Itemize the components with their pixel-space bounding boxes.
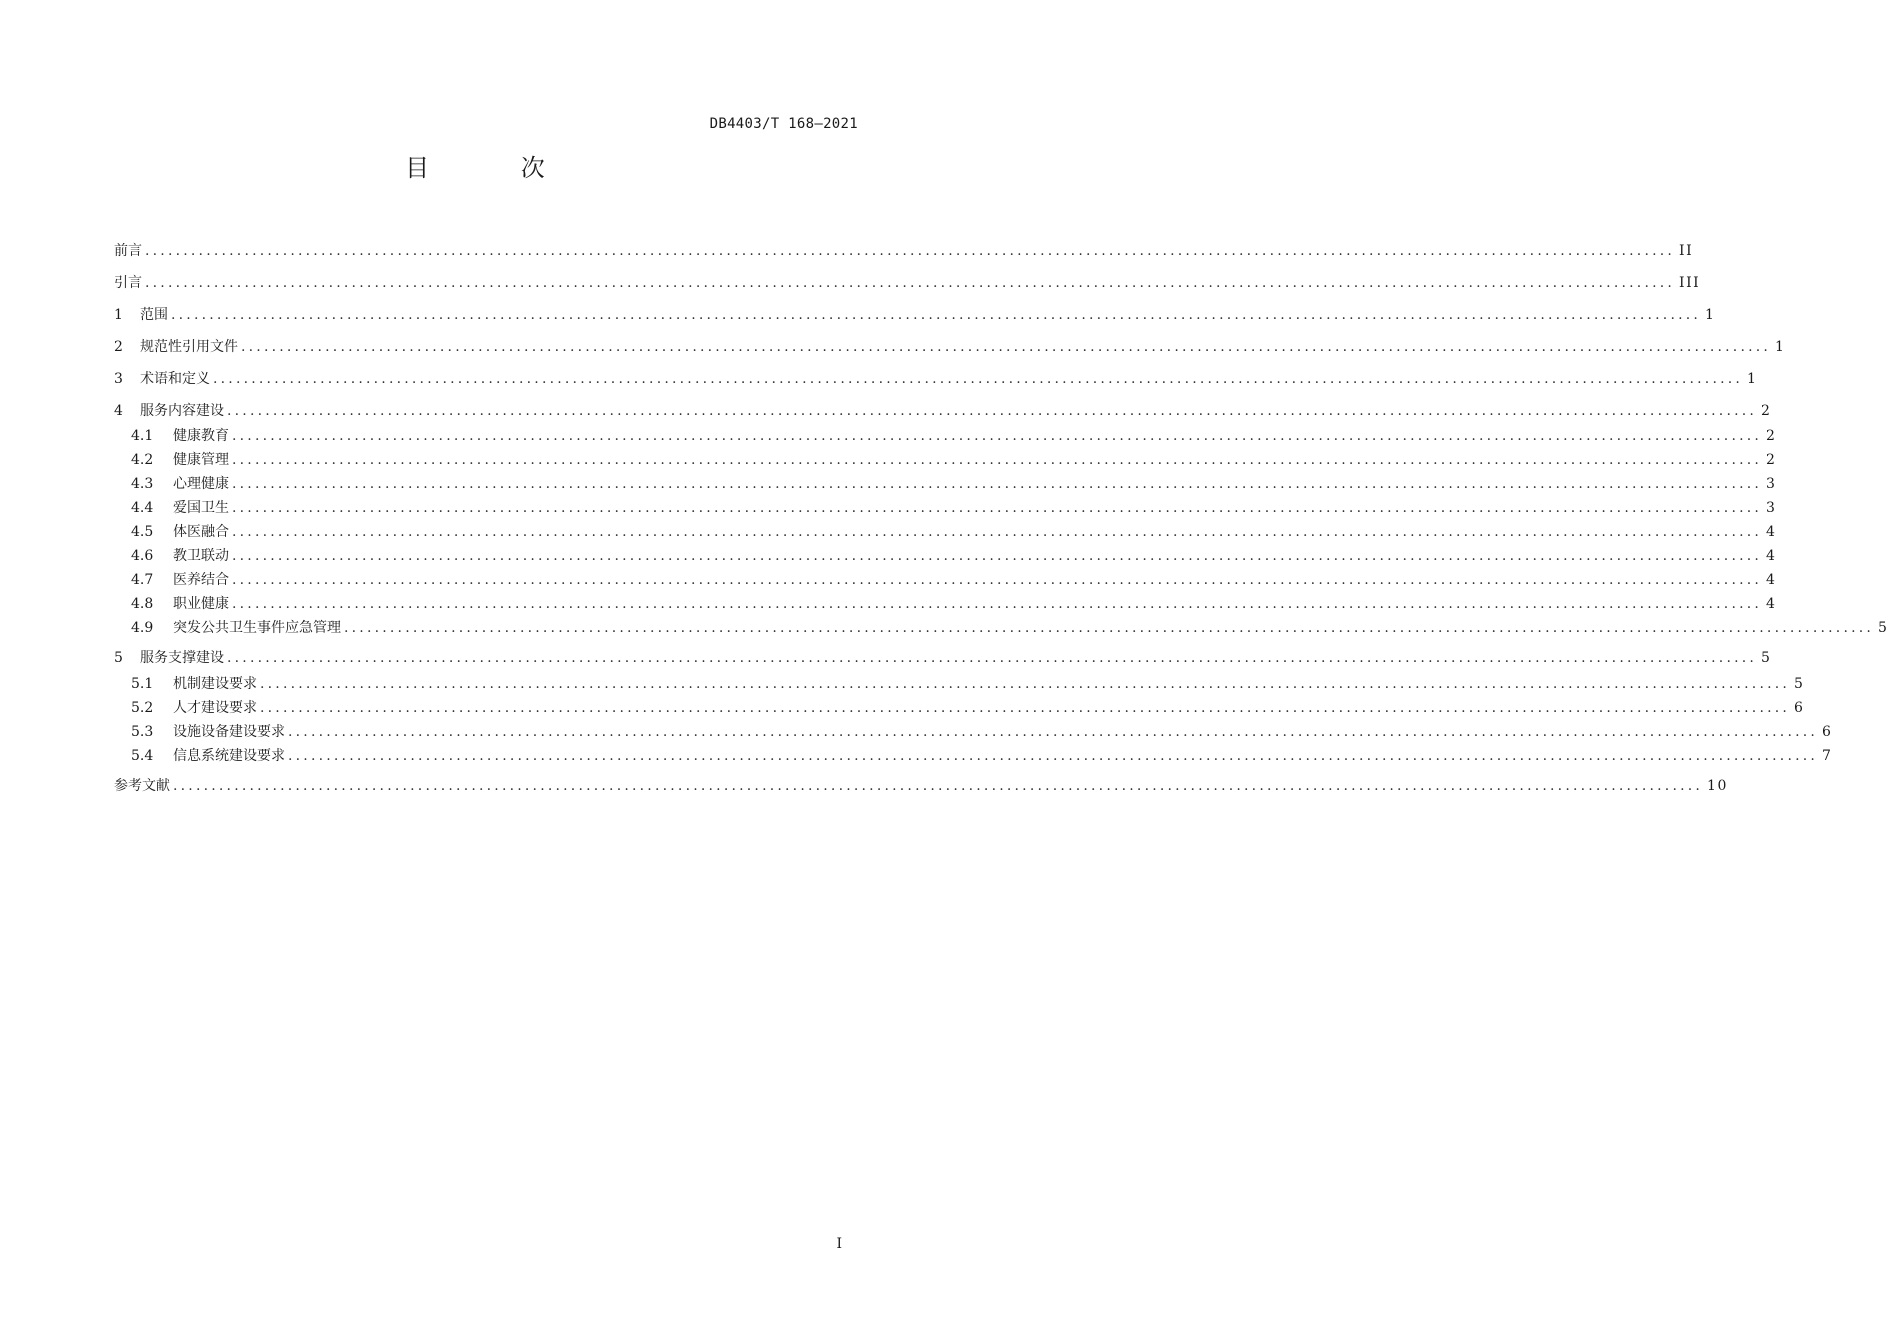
toc-entry-number: 5.4: [131, 748, 154, 764]
toc-entry[interactable]: [131, 521, 1777, 543]
toc-entry-label: 职业健康: [173, 596, 229, 612]
toc-dot-leader: ........................................................................................................................................................................................................: [227, 650, 1758, 666]
toc-entry-page: 1: [1747, 371, 1758, 387]
toc-entry-label: 人才建设要求: [173, 700, 257, 716]
toc-dot-leader: ........................................................................................................................................................................................................: [213, 371, 1744, 387]
toc-entry-label: 体医融合: [173, 524, 229, 540]
toc-entry-label: 引言: [114, 275, 142, 291]
toc-entry-page: 7: [1822, 748, 1833, 764]
toc-dot-leader: ........................................................................................................................................................................................................: [171, 307, 1702, 323]
page-title: 目 次: [405, 154, 587, 182]
toc-entry[interactable]: [131, 673, 1805, 695]
toc-dot-leader: ........................................................................................................................................................................................................: [145, 243, 1676, 259]
toc-entry-label: 爱国卫生: [173, 500, 229, 516]
toc-entry-page: 5: [1878, 620, 1888, 636]
toc-dot-leader: ........................................................................................................................................................................................................: [232, 596, 1763, 612]
toc-dot-leader: ........................................................................................................................................................................................................: [232, 548, 1763, 564]
toc-entry-number: 5.1: [131, 676, 154, 692]
toc-entry-label: 心理健康: [173, 476, 229, 492]
toc-entry-page: 3: [1766, 500, 1777, 516]
toc-dot-leader: ........................................................................................................................................................................................................: [344, 620, 1875, 636]
toc-entry-label: 前言: [114, 243, 142, 259]
toc-dot-leader: ........................................................................................................................................................................................................: [288, 748, 1819, 764]
toc-entry-number: 4.7: [131, 572, 154, 588]
toc-entry-page: 4: [1766, 548, 1777, 564]
toc-entry-page: 6: [1794, 700, 1805, 716]
toc-entry[interactable]: [131, 721, 1833, 743]
toc-entry-page: 4: [1766, 596, 1777, 612]
toc-entry-page: II: [1679, 243, 1694, 259]
toc-entry-label: 健康教育: [173, 428, 229, 444]
toc-dot-leader: ........................................................................................................................................................................................................: [232, 428, 1763, 444]
toc-entry-number: 4.1: [131, 428, 154, 444]
toc-entry[interactable]: [131, 745, 1833, 767]
toc-entry-number: 4.9: [131, 620, 154, 636]
toc-dot-leader: ........................................................................................................................................................................................................: [173, 778, 1704, 794]
toc-dot-leader: ........................................................................................................................................................................................................: [232, 572, 1763, 588]
toc-entry-number: 2: [114, 339, 123, 355]
toc-entry[interactable]: [131, 545, 1777, 567]
toc-entry-label: 范围: [140, 307, 168, 323]
toc-entry-page: 5: [1761, 650, 1772, 666]
toc-entry[interactable]: [114, 400, 1772, 422]
toc-entry-number: 5: [114, 650, 123, 666]
toc-entry-label: 参考文献: [114, 778, 170, 794]
toc-entry-page: 1: [1705, 307, 1716, 323]
toc-dot-leader: ........................................................................................................................................................................................................: [232, 500, 1763, 516]
toc-dot-leader: ........................................................................................................................................................................................................: [232, 524, 1763, 540]
toc-dot-leader: ........................................................................................................................................................................................................: [227, 403, 1758, 419]
toc-entry-page: 1: [1775, 339, 1786, 355]
document-code: DB4403/T 168—2021: [709, 116, 858, 132]
toc-entry-number: 5.2: [131, 700, 154, 716]
toc-entry[interactable]: [114, 368, 1758, 390]
toc-entry[interactable]: [131, 593, 1777, 615]
toc-entry-label: 机制建设要求: [173, 676, 257, 692]
toc-entry-label: 健康管理: [173, 452, 229, 468]
toc-entry-label: 突发公共卫生事件应急管理: [173, 620, 341, 636]
toc-entry-label: 信息系统建设要求: [173, 748, 285, 764]
toc-entry-number: 5.3: [131, 724, 154, 740]
toc-entry[interactable]: [131, 473, 1777, 495]
toc-entry[interactable]: [131, 569, 1777, 591]
toc-dot-leader: ........................................................................................................................................................................................................: [145, 275, 1676, 291]
toc-entry-page: 2: [1761, 403, 1772, 419]
toc-entry-page: 2: [1766, 428, 1777, 444]
toc-entry-page: 4: [1766, 572, 1777, 588]
toc-entry-number: 4.2: [131, 452, 154, 468]
toc-dot-leader: ........................................................................................................................................................................................................: [232, 476, 1763, 492]
toc-entry[interactable]: [114, 336, 1786, 358]
toc-entry-number: 4.4: [131, 500, 154, 516]
toc-entry-number: 4.3: [131, 476, 154, 492]
toc-dot-leader: ........................................................................................................................................................................................................: [241, 339, 1772, 355]
toc-entry-number: 4.5: [131, 524, 154, 540]
toc-entry-label: 服务支撑建设: [140, 650, 224, 666]
toc-entry[interactable]: [114, 304, 1716, 326]
toc-entry[interactable]: [114, 272, 1701, 294]
toc-entry-page: 3: [1766, 476, 1777, 492]
toc-entry-number: 4.8: [131, 596, 154, 612]
toc-entry[interactable]: [131, 449, 1777, 471]
toc-dot-leader: ........................................................................................................................................................................................................: [288, 724, 1819, 740]
toc-entry-label: 服务内容建设: [140, 403, 224, 419]
toc-entry[interactable]: [131, 425, 1777, 447]
toc-entry-page: 10: [1707, 778, 1728, 794]
toc-entry-label: 教卫联动: [173, 548, 229, 564]
toc-entry-label: 规范性引用文件: [140, 339, 238, 355]
toc-entry-page: 4: [1766, 524, 1777, 540]
toc-entry-number: 3: [114, 371, 123, 387]
toc-entry-label: 医养结合: [173, 572, 229, 588]
toc-dot-leader: ........................................................................................................................................................................................................: [232, 452, 1763, 468]
toc-entry-number: 4.6: [131, 548, 154, 564]
toc-dot-leader: ........................................................................................................................................................................................................: [260, 676, 1791, 692]
toc-entry[interactable]: [131, 617, 1888, 639]
toc-entry-page: 5: [1794, 676, 1805, 692]
toc-entry-page: 6: [1822, 724, 1833, 740]
toc-entry-page: 2: [1766, 452, 1777, 468]
toc-entry[interactable]: [114, 775, 1728, 797]
page-number: I: [836, 1236, 842, 1252]
toc-entry[interactable]: [131, 697, 1805, 719]
toc-entry[interactable]: [131, 497, 1777, 519]
toc-entry-label: 术语和定义: [140, 371, 210, 387]
toc-entry[interactable]: [114, 647, 1772, 669]
toc-entry[interactable]: [114, 240, 1694, 262]
toc-entry-number: 4: [114, 403, 123, 419]
toc-entry-number: 1: [114, 307, 123, 323]
toc-dot-leader: ........................................................................................................................................................................................................: [260, 700, 1791, 716]
toc-entry-page: III: [1679, 275, 1701, 291]
toc-entry-label: 设施设备建设要求: [173, 724, 285, 740]
